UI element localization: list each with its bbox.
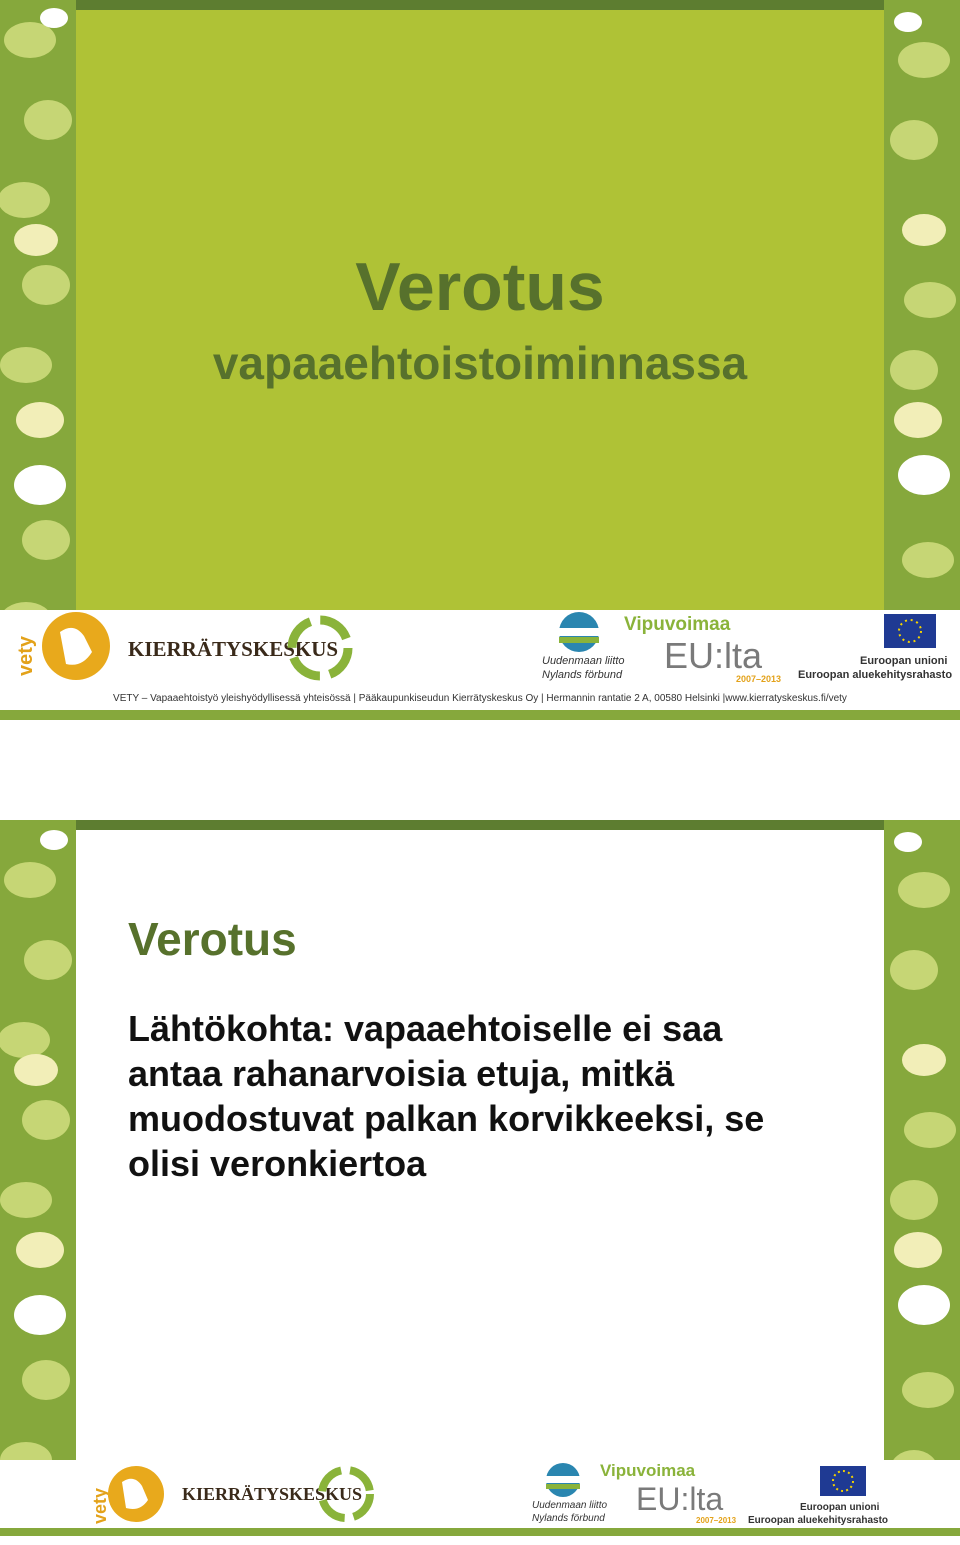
slide-subtitle: vapaaehtoistoiminnassa <box>212 337 748 389</box>
svg-text:Euroopan unioni: Euroopan unioni <box>800 1502 880 1513</box>
hands-pattern-icon <box>0 0 76 710</box>
svg-text:EU:lta: EU:lta <box>636 1481 724 1517</box>
kierratyskeskus-logo <box>182 1470 370 1518</box>
hands-pattern-icon <box>884 820 960 1528</box>
svg-text:Uudenmaan liitto: Uudenmaan liitto <box>532 1500 608 1511</box>
hands-border-left <box>0 0 76 710</box>
vety-logo <box>90 1466 164 1524</box>
eu-flag-logo <box>798 614 952 681</box>
svg-text:Euroopan aluekehitysrahasto: Euroopan aluekehitysrahasto <box>748 1515 889 1526</box>
eu-flag-logo <box>748 1466 888 1526</box>
uudenmaan-liitto-logo <box>542 612 625 681</box>
svg-text:2007–2013: 2007–2013 <box>696 1516 737 1525</box>
hands-pattern-icon <box>0 820 76 1528</box>
slide-body-text: Lähtökohta: vapaaehtoiselle ei saa antaa rahanarvoisia etuja, mitkä muodostuvat palkan korvikkeeksi, se olisi veronkiertoa <box>128 1008 765 1184</box>
kierratyskeskus-logo <box>128 620 348 676</box>
svg-text:vety: vety <box>90 1487 110 1524</box>
bottom-accent-line <box>0 710 960 720</box>
uudenmaan-liitto-logo <box>532 1463 607 1524</box>
svg-text:Vipuvoimaa: Vipuvoimaa <box>600 1461 696 1480</box>
bottom-accent-line <box>0 1528 960 1536</box>
hands-border-right <box>884 0 960 710</box>
svg-text:Vipuvoimaa: Vipuvoimaa <box>624 614 731 635</box>
svg-text:KIERRÄTYSKESKUS: KIERRÄTYSKESKUS <box>128 637 339 661</box>
vipuvoimaa-logo <box>600 1461 737 1525</box>
hands-border-right <box>884 820 960 1528</box>
svg-text:Uudenmaan liitto: Uudenmaan liitto <box>542 655 625 667</box>
partner-logos <box>0 1460 960 1528</box>
svg-text:Euroopan unioni: Euroopan unioni <box>860 655 948 667</box>
slide-2 <box>0 820 960 1536</box>
svg-text:vety: vety <box>15 635 37 676</box>
hands-pattern-icon <box>884 0 960 710</box>
svg-text:Nylands förbund: Nylands förbund <box>542 669 623 681</box>
slide-title: Verotus <box>128 913 297 965</box>
svg-text:EU:lta: EU:lta <box>664 635 763 676</box>
hands-border-left <box>0 820 76 1528</box>
svg-text:Nylands förbund: Nylands förbund <box>532 1513 605 1524</box>
logo-strip <box>0 610 960 688</box>
top-accent-line <box>76 820 884 830</box>
vipuvoimaa-logo <box>624 614 781 684</box>
svg-text:Euroopan aluekehitysrahasto: Euroopan aluekehitysrahasto <box>798 669 953 681</box>
vety-logo <box>15 612 110 680</box>
svg-text:KIERRÄTYSKESKUS: KIERRÄTYSKESKUS <box>182 1484 363 1504</box>
title-panel <box>76 10 884 610</box>
partner-logos <box>0 610 960 688</box>
svg-text:2007–2013: 2007–2013 <box>736 674 782 684</box>
logo-strip <box>0 1460 960 1538</box>
top-accent-line <box>76 0 884 10</box>
footer-text: VETY – Vapaaehtoistyö yleishyödyllisessä yhteisössä | Pääkaupunkiseudun Kierrätyskeskus Oy | Hermannin rantatie 2 A, 00580 Helsinki |www.kierratyskeskus.fi/vety <box>0 688 960 710</box>
slide-1 <box>0 0 960 720</box>
slide-title: Verotus <box>355 249 605 325</box>
